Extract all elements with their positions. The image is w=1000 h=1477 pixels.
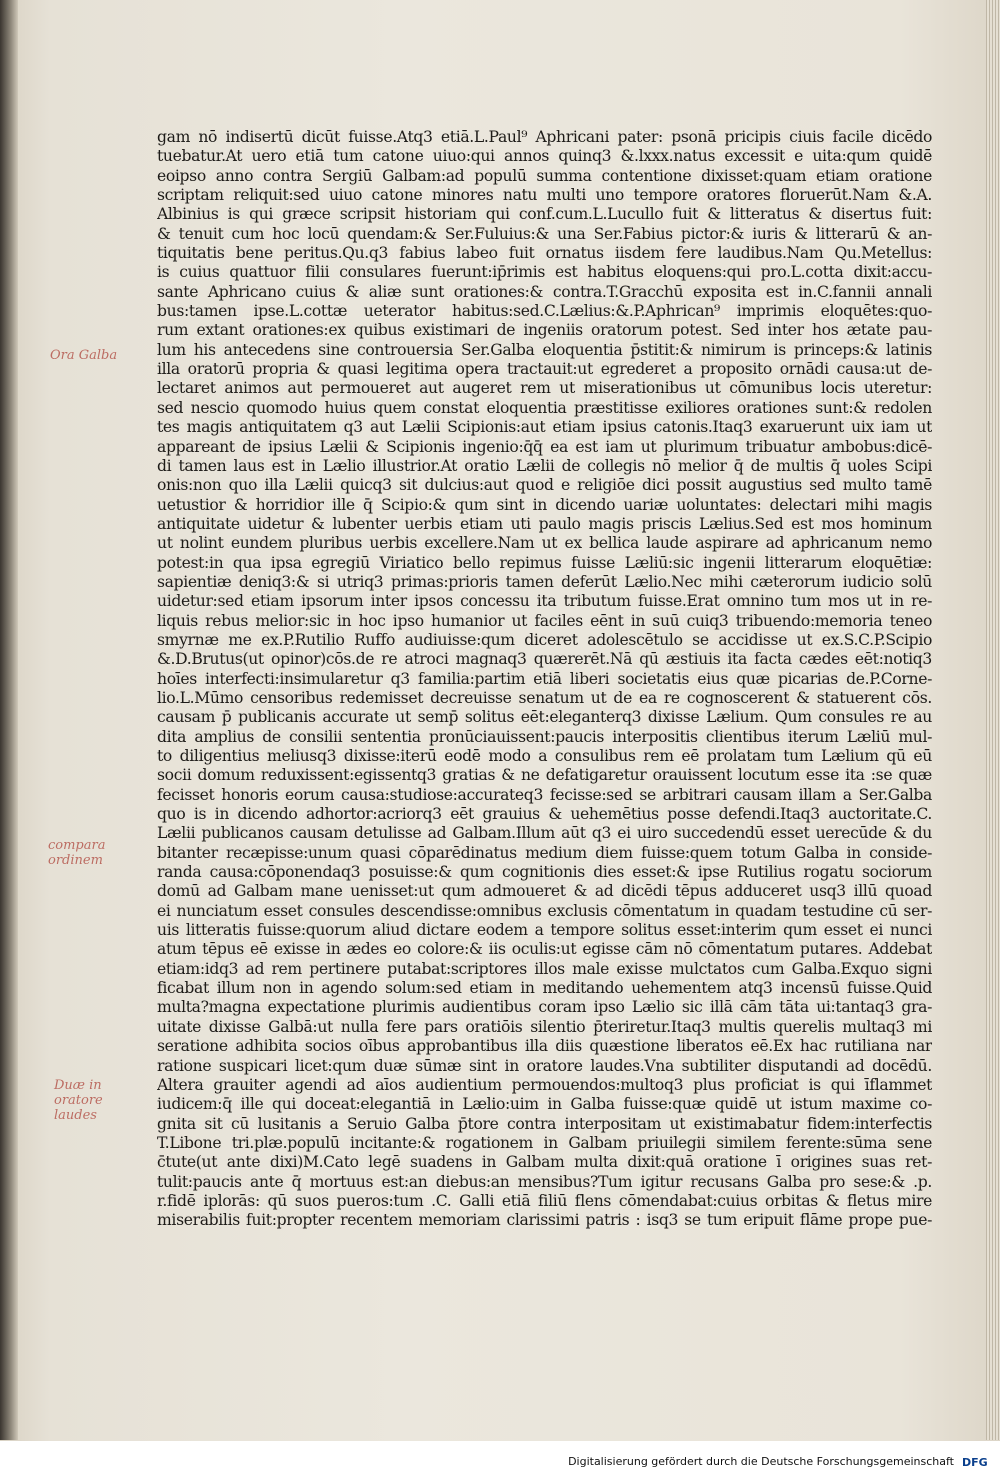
digitization-footer <box>0 1441 1000 1477</box>
text-line: uetustior & horridior ille q̄ Scipio:& qum sint in dicendo uariæ uoluntates: delectari mihi magis <box>157 495 932 514</box>
text-line: lio.L.Mūmo censoribus redemisset decreuisse senatum ut de ea re cognoscerent & statuerent cōs. <box>157 688 932 707</box>
marginal-note-2: compara ordinem <box>48 838 106 868</box>
text-line: onis:non quo illa Lælii quicq3 sit dulcius:aut quod e religiōe dici possit augustius sed multo tamē <box>157 476 932 495</box>
text-line: & tenuit cum hoc locū quendam:& Ser.Fuluius:& una Ser.Fabius pictor:& iuris & litterarū & an- <box>157 224 932 243</box>
text-line: antiquitate uidetur & lubenter uerbis etiam uti paulo magis priscis Lælius.Sed est mos hominum <box>157 514 932 533</box>
text-line: quo is in dicendo adhortor:acriorq3 eēt grauius & uehemētius posse defendi.Itaq3 auctoritate.C. <box>157 805 932 824</box>
text-line: liquis rebus melior:sic in hoc ipso humanior ut faciles eēnt in suū cuiq3 tribuendo:memoria teneo <box>157 611 932 630</box>
text-line: sed nescio quomodo huius quem constat eloquentia præstitisse exiliores orationes sunt:& redolen <box>157 398 932 417</box>
text-line: uis litteratis fuisse:quorum aliud dictare eodem a tempore solitus esset:interim qum esset ei nunci <box>157 921 932 940</box>
text-line: ei nunciatum esset consules descendisse:omnibus exclusis cōmentatum in quadam testudine cū ser- <box>157 901 932 920</box>
text-line: illa oratorū propria & quasi legitima opera tractauit:ut egrederet a proposito ornādi causa:ut de- <box>157 360 932 379</box>
text-line: T.Libone tri.plæ.populū incitante:& rogationem in Galbam priuilegii similem ferente:sūma sene <box>157 1133 932 1152</box>
text-line: Albinius is qui græce scripsit historiam qui conf.cum.L.Lucullo fuit & litteratus & disertus fuit: <box>157 205 932 224</box>
text-line: scriptam reliquit:sed uiuo catone minores natu multi uno tempore oratores floruerūt.Nam &.A. <box>157 186 932 205</box>
text-line: r.fidē iplorās: qū suos pueros:tum .C. Galli etiā filiū flens cōmendabat:cuius orbitas & fletus mire <box>157 1191 932 1210</box>
text-line: hoīes interfecti:insimularetur q3 familia:partim etiā liberi societatis eius quæ picarias de.P.Corne- <box>157 669 932 688</box>
text-line: socii domum reduxissent:egissentq3 gratias & ne defatigaretur orauissent locutum esse ita :se quæ <box>157 766 932 785</box>
text-line: eoipso anno contra Sergiū Galbam:ad populū summa contentione dixisset:quam etiam oratione <box>157 166 932 185</box>
text-line: appareant de ipsius Lælii & Scipionis ingenio:q̄q̄ ea est iam ut plurimum tribuatur ambobus:dicē- <box>157 437 932 456</box>
marginal-note-1: Ora Galba <box>50 348 118 363</box>
text-line: fecisset honoris eorum causa:studiose:accurateq3 fecisse:sed se arbitrari causam illam a Ser.Galba <box>157 785 932 804</box>
page-edges <box>986 0 1000 1440</box>
text-line: atum tēpus eē exisse in ædes eo colore:& iis oculis:ut egisse cām nō cōmentatum putares. Addebat <box>157 940 932 959</box>
text-line: ut nolint eundem pluribus uerbis excellere.Nam ut ex bellica laude aspirare ad aphricanum nemo <box>157 534 932 553</box>
text-line: bus:tamen ipse.L.cottæ ueterator habitus:sed.C.Lælius:&.P.Aphrican⁹ imprimis eloquētes:quo- <box>157 302 932 321</box>
text-line: to diligentius meliusq3 dixisse:iterū eodē modo a consulibus rem eē prolatam tum Lælium qū eū <box>157 747 932 765</box>
text-line: Lælii publicanos causam detulisse ad Galbam.Illum aūt q3 ei uiro succedendū esset uerecūde & du <box>157 824 932 843</box>
funding-credit: Digitalisierung gefördert durch die Deutsche Forschungsgemeinschaft <box>568 1455 954 1468</box>
marginal-note-3: Duæ in oratore laudes <box>54 1078 103 1123</box>
text-line: uitate dixisse Galbā:ut nulla fere pars oratiōis silentio p̄teriretur.Itaq3 multis querelis multaq3 mi <box>157 1017 932 1036</box>
text-line: gam nō indisertū dicūt fuisse.Atq3 etiā.L.Paul⁹ Aphricani pater: psonā pricipis ciuis facile dicēdo <box>157 128 932 146</box>
text-line: miserabilis fuit:propter recentem memoriam clarissimi patris : isq3 se tum eripuit flāme prope pue- <box>157 1211 932 1230</box>
text-line: tiquitatis bene peritus.Qu.q3 fabius labeo fuit ornatus iisdem fere laudibus.Nam Qu.Metellus: <box>157 244 932 263</box>
text-line: seratione adhibita socios oībus approbantibus illa diis quæstione liberatos eē.Ex hac rutiliana nar <box>157 1037 932 1056</box>
text-line: ratione suspicari licet:qum duæ sūmæ sint in oratore laudes.Vna subtiliter disputandi ad docēdū. <box>157 1056 932 1075</box>
text-line: uidetur:sed etiam ipsorum inter ipsos concessu ita tributum fuisse.Erat omnino tum mos ut in re- <box>157 592 932 611</box>
text-line: smyrnæ me ex.P.Rutilio Ruffo audiuisse:qum diceret adolescētulo se accidisse ut ex.S.C.P.Scipio <box>157 630 932 649</box>
text-line: c̄tute(ut ante dixi)M.Cato legē suadens in Galbam multa dixit:quā oratione ī origines suas ret- <box>157 1153 932 1172</box>
dfg-logo-icon: DFG <box>962 1455 988 1469</box>
text-line: tes magis antiquitatem q3 aut Lælii Scipionis:aut etiam ipsius catonis.Itaq3 exaruerunt uix iam ut <box>157 418 932 437</box>
book-spine <box>0 0 18 1440</box>
text-line: causam p̄ publicanis accurate ut semp̄ solitus eēt:eleganterq3 dixisse Lælium. Qum consules re au <box>157 708 932 727</box>
text-line: domū ad Galbam mane uenisset:ut qum admoueret & ad dicēdi tēpus adduceret usq3 illū quoad <box>157 882 932 901</box>
text-line: sapientiæ deniq3:& si utriq3 primas:prioris tamen deferūt Lælio.Nec mihi cæterorum iudicio solū <box>157 572 932 591</box>
text-line: ficabat illum non in agendo solum:sed etiam in meditando uehementem atq3 incensū fuisse.Quid <box>157 979 932 998</box>
text-line: etiam:idq3 ad rem pertinere putabat:scriptores illos male exisse mulctatos cum Galba.Exquo signi <box>157 959 932 978</box>
text-line: lum his antecedens sine controuersia Ser.Galba eloquentia p̄stitit:& nimirum is princeps:& latinis <box>157 340 932 359</box>
text-line: di tamen laus est in Lælio illustrior.At oratio Lælii de collegis nō melior q̄ de multis q̄ uoles Scipi <box>157 456 932 475</box>
text-line: gnita sit cū lusitanis a Seruio Galba p̄tore contra interpositam ut existimabatur fidem:interfectis <box>157 1114 932 1133</box>
text-line: iudicem:q̄ ille qui doceat:elegantiā in Lælio:uim in Galba fuisse:quæ quidē ut istum maxime co- <box>157 1095 932 1114</box>
text-line: bitanter recæpisse:unum quasi cōparēdinatus medium diem fuisse:quem totum Galba in conside- <box>157 843 932 862</box>
text-line: Altera grauiter agendi ad aīos audientium permouendos:multoq3 plus proficiat is qui īflammet <box>157 1075 932 1094</box>
text-line: randa causa:cōponendaq3 posuisse:& qum cognitionis dies esset:& ipse Rutilius rogatu sociorum <box>157 863 932 882</box>
text-line: lectaret animos aut permoueret aut augeret rem ut miserationibus ut cōmunibus locis uteretur: <box>157 379 932 398</box>
printed-text-block <box>157 128 932 1231</box>
text-line: multa?magna expectatione plurimis audientibus coram ipso Lælio sic illā cām tāta ui:tantaq3 gra- <box>157 998 932 1017</box>
text-line: is cuius quattuor filii consulares fuerunt:ip̄rimis est habitus eloquens:qui pro.L.cotta dixit:accu- <box>157 263 932 282</box>
text-line: tuebatur.At uero etiā tum catone uiuo:qui annos quinq3 &.lxxx.natus excessit e uita:qum quidē <box>157 147 932 166</box>
text-line: dita amplius de consilii sententia pronūciauissent:paucis interpositis clientibus iterum Læliū mul- <box>157 727 932 746</box>
text-line: &.D.Brutus(ut opinor)cōs.de re atroci magnaq3 quærerēt.Nā qū æstiuis ita facta cædes eēt:notiq3 <box>157 650 932 669</box>
text-line: tulit:paucis ante q̄ mortuus est:an diebus:an mensibus?Tum igitur recusans Galba pro sese:& .p. <box>157 1172 932 1191</box>
text-line: potest:in qua ipsa egregiū Viriatico bello repimus fuisse Læliū:sic ingenii litterarum eloquētiæ: <box>157 553 932 572</box>
text-line: sante Aphricano cuius & aliæ sunt orationes:& contra.T.Gracchū exposita est in.C.fannii annali <box>157 282 932 301</box>
text-line: rum extant orationes:ex quibus existimari de ingeniis oratorum potest. Sed inter hos ætate pau- <box>157 321 932 340</box>
